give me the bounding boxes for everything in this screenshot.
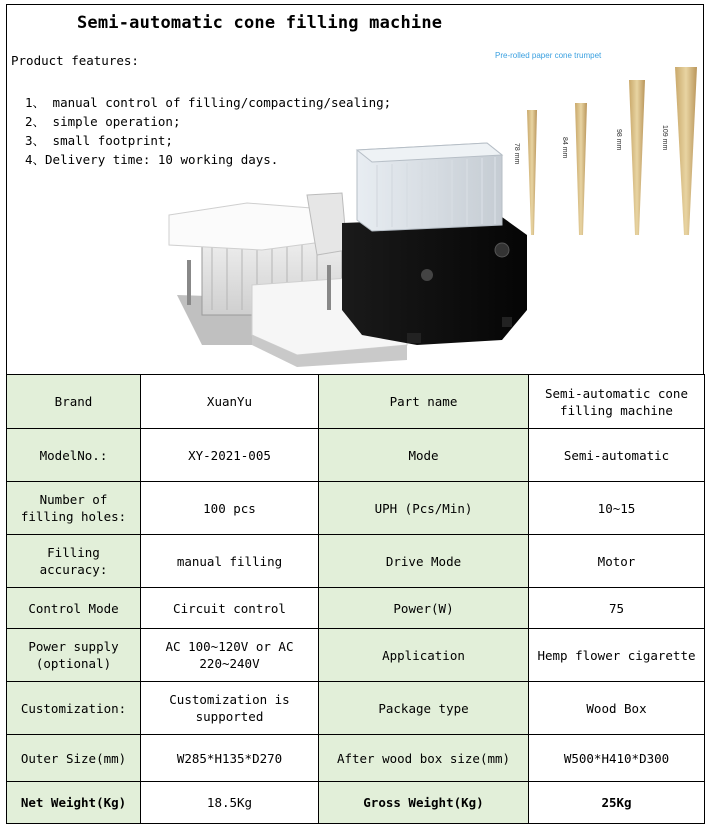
product-photo <box>157 45 702 375</box>
spec-label: Number of filling holes: <box>7 482 141 535</box>
spec-label: Control Mode <box>7 588 141 629</box>
spec-value: Wood Box <box>529 682 705 735</box>
spec-label: Power(W) <box>319 588 529 629</box>
spec-value: Semi-automatic <box>529 429 705 482</box>
filling-machine-body <box>342 143 527 345</box>
spec-label: Package type <box>319 682 529 735</box>
spec-value: 75 <box>529 588 705 629</box>
features-heading: Product features: <box>11 53 139 68</box>
spec-label: ModelNo.: <box>7 429 141 482</box>
cone-caption: Pre-rolled paper cone trumpet <box>495 51 602 60</box>
cone-size-78: 78 mm <box>513 143 520 165</box>
spec-label: UPH (Pcs/Min) <box>319 482 529 535</box>
spec-row <box>7 735 705 782</box>
spec-label: Net Weight(Kg) <box>7 782 141 824</box>
cone-size-98: 98 mm <box>615 129 622 151</box>
spec-value: Semi-automatic cone filling machine <box>529 375 705 429</box>
feature-item: 2、 simple operation; <box>25 114 181 129</box>
spec-label: Application <box>319 629 529 682</box>
cone-size-109: 109 mm <box>661 125 668 151</box>
spec-value: W500*H410*D300 <box>529 735 705 782</box>
spec-label: Mode <box>319 429 529 482</box>
spec-value: XY-2021-005 <box>141 429 319 482</box>
spec-label: Filling accuracy: <box>7 535 141 588</box>
spec-label: Brand <box>7 375 141 429</box>
feature-item: 4、Delivery time: 10 working days. <box>25 152 279 167</box>
spec-label: Outer Size(mm) <box>7 735 141 782</box>
spec-value: manual filling <box>141 535 319 588</box>
spec-value: Circuit control <box>141 588 319 629</box>
spec-row <box>7 375 705 429</box>
spec-value: 18.5Kg <box>141 782 319 824</box>
feature-item: 3、 small footprint; <box>25 133 173 148</box>
spec-value: 25Kg <box>529 782 705 824</box>
spec-row <box>7 429 705 482</box>
spec-value: 100 pcs <box>141 482 319 535</box>
spec-row <box>7 682 705 735</box>
spec-label: Customization: <box>7 682 141 735</box>
spec-row <box>7 482 705 535</box>
spec-value: Hemp flower cigarette <box>529 629 705 682</box>
spec-row <box>7 782 705 824</box>
spec-value: Motor <box>529 535 705 588</box>
spec-row <box>7 588 705 629</box>
spec-table <box>6 374 705 824</box>
spec-row <box>7 629 705 682</box>
spec-value: AC 100~120V or AC 220~240V <box>141 629 319 682</box>
spec-label: Part name <box>319 375 529 429</box>
spec-label: Drive Mode <box>319 535 529 588</box>
spec-value: XuanYu <box>141 375 319 429</box>
paper-cones <box>513 67 697 235</box>
spec-value: W285*H135*D270 <box>141 735 319 782</box>
feature-item: 1、 manual control of filling/compacting/sealing; <box>25 95 392 110</box>
spec-row <box>7 535 705 588</box>
spec-label: After wood box size(mm) <box>319 735 529 782</box>
spec-label: Power supply (optional) <box>7 629 141 682</box>
spec-value: Customization is supported <box>141 682 319 735</box>
page-title: Semi-automatic cone filling machine <box>77 13 443 33</box>
spec-label: Gross Weight(Kg) <box>319 782 529 824</box>
cone-size-84: 84 mm <box>561 137 568 159</box>
spec-value: 10~15 <box>529 482 705 535</box>
